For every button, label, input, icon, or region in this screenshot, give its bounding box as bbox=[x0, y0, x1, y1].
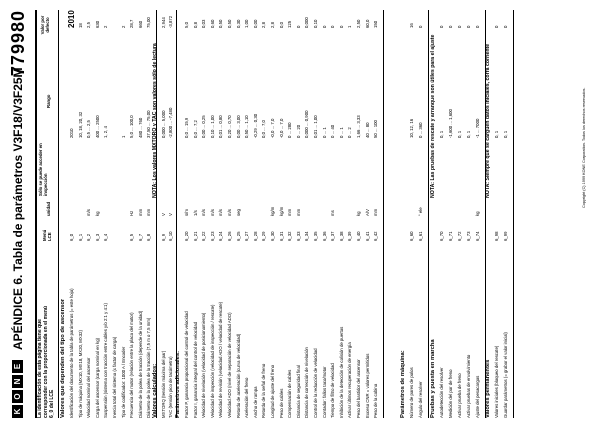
intro-note-2: corresponder con la proporcionada en el menú bbox=[43, 306, 49, 418]
param-code: 6_32 bbox=[287, 231, 293, 241]
param-label: Tipo de codificador: 1000 A / Encoder bbox=[120, 346, 126, 418]
param-unit: kg bbox=[475, 211, 480, 216]
param-label: Peso del bastidor del ascensor bbox=[356, 359, 361, 418]
param-default: 60,0 bbox=[364, 19, 370, 28]
param-default: 75,00 bbox=[146, 17, 152, 28]
param-label: Velocidad de nivelación (velocidad de posicionamiento) bbox=[201, 312, 207, 418]
page-header bbox=[9, 10, 35, 418]
param-range: -1 ... 7000 bbox=[475, 118, 480, 138]
param-label: Medición del par de freno bbox=[448, 369, 453, 418]
param-label: Ancho de rampa bbox=[252, 386, 258, 418]
param-unit: seg bbox=[235, 209, 241, 216]
param-code: 6_41 bbox=[364, 231, 370, 241]
param-default: 0 bbox=[457, 25, 462, 28]
param-label: Velocidad de inspección (velocidad de inspección / rescate) bbox=[209, 304, 215, 418]
param-default: 0,50 bbox=[218, 19, 224, 28]
param-range: 5,0 ... 100,0 bbox=[129, 115, 135, 138]
col-default: Valor por defecto bbox=[40, 15, 50, 35]
param-code: 6_1 bbox=[77, 233, 83, 241]
param-default: 2 bbox=[120, 25, 126, 28]
sec1-title: Valores que dependen del tipo de ascensor bbox=[60, 298, 66, 418]
param-default: 2010 bbox=[67, 10, 76, 28]
param-label: Retardo de la señal de freno bbox=[261, 363, 267, 418]
param-default: 0,60 bbox=[209, 19, 215, 28]
param-range: 0 ... 1 bbox=[321, 127, 327, 138]
param-label: Identificación del documento de la tabla de parámetros (= este hoja) bbox=[69, 288, 74, 418]
param-label: Peso de cables bbox=[278, 388, 284, 418]
param-default: 150 bbox=[373, 20, 379, 28]
param-range: 50 ... 100 bbox=[373, 120, 379, 138]
param-default: 0,03 bbox=[201, 19, 207, 28]
param-range: 400 ... 2500 bbox=[94, 115, 100, 138]
param-label: Carga del ascensor (carga nominal en kg) bbox=[94, 337, 100, 418]
param-default: 0,00 bbox=[252, 19, 258, 28]
sec2-note: NOTA: Los valores MXTORQ y TAC son valores sólo de lectura bbox=[152, 43, 158, 198]
param-unit: V bbox=[168, 213, 173, 216]
param-default: 0 bbox=[418, 25, 423, 28]
param-default: 2,50 bbox=[356, 19, 361, 28]
param-default: 0,0 bbox=[278, 22, 284, 28]
param-code: 6_71 bbox=[448, 231, 453, 241]
param-range: 1,66 ... 3,33 bbox=[356, 115, 361, 138]
param-range: 0,0 ... 7,2 bbox=[192, 120, 198, 138]
param-code: 6_40 bbox=[356, 231, 361, 241]
param-code: 6_31 bbox=[278, 231, 284, 241]
param-range: 0,0 ... 7,0 bbox=[261, 120, 267, 138]
param-range: 1, 2, 4 bbox=[103, 126, 109, 138]
param-range: 0,50 ... 1,10 bbox=[244, 115, 250, 138]
param-code: 6_3 bbox=[94, 233, 100, 241]
col-inspection-only: Sólo se puede acceder en inspección bbox=[38, 143, 48, 196]
param-code: 6_74 bbox=[475, 231, 480, 241]
param-label: Tipo de máquina (MX10, MX18, MX20, MX32) bbox=[77, 330, 83, 418]
param-code: 6_35 bbox=[313, 231, 318, 241]
param-label: MXTORQ (tensión máxima del par) bbox=[161, 350, 166, 418]
param-range: -0,0 ... 7,0 bbox=[270, 118, 275, 138]
param-unit: m/s bbox=[209, 209, 215, 216]
param-range: 0,10 ... 1,00 bbox=[209, 115, 215, 138]
param-code: 6_28 bbox=[252, 231, 258, 241]
param-label: Compensación de cables bbox=[287, 369, 293, 418]
param-label: Diámetro de la polea de tracción (depende de la unidad) bbox=[137, 310, 143, 418]
sec2-title: Valores calculados: bbox=[152, 363, 158, 418]
section-rule bbox=[428, 10, 429, 418]
param-default: 28,7 bbox=[129, 19, 135, 28]
param-code: 6_39 bbox=[347, 231, 353, 241]
param-unit: m/s bbox=[201, 209, 207, 216]
param-default: 0,50 bbox=[227, 19, 232, 28]
section-rule bbox=[383, 10, 384, 418]
param-range: -2,800 ... -7,480 bbox=[168, 107, 173, 138]
rule bbox=[58, 10, 59, 418]
param-default: 0 bbox=[466, 25, 471, 28]
param-code: 6_23 bbox=[209, 231, 215, 241]
param-range: 0 ... 2 bbox=[347, 127, 353, 138]
param-default: 1 bbox=[347, 25, 353, 28]
param-code: 6_60 bbox=[409, 231, 414, 241]
kone-logo: K O N E bbox=[12, 360, 23, 418]
param-range: -0,0 ... 7,0 bbox=[278, 118, 284, 138]
param-range: -0,29 ... 0,30 bbox=[252, 113, 258, 138]
param-default: 2 bbox=[103, 25, 109, 28]
param-range: 0, 1 bbox=[494, 130, 499, 138]
param-range: 0, 1 bbox=[457, 130, 462, 138]
sec5-note: NOTA: Las pruebas de rescate y arranque son útiles para el ajuste bbox=[430, 34, 436, 198]
param-label: Frecuencia del motor (relación entre la placa del motor) bbox=[129, 312, 135, 418]
param-range: -1,600 ... 1,600 bbox=[448, 109, 453, 138]
param-default: 0 bbox=[494, 25, 499, 28]
param-code: 6_42 bbox=[373, 231, 379, 241]
param-code: 6_36 bbox=[321, 231, 327, 241]
document-number: 779980 bbox=[8, 10, 28, 77]
param-range: 0,00 ... 0,25 bbox=[201, 115, 207, 138]
param-label: Inhibición de la detección de colisión de puertas bbox=[338, 326, 344, 418]
param-code: 6_70 bbox=[439, 231, 444, 241]
param-label: Inercia total del sistema (x factor de carga) bbox=[112, 336, 117, 418]
param-unit: Hz bbox=[129, 210, 135, 216]
param-label: Velocidad de revisión (velocidad ADO / velocidad de rescate) bbox=[218, 301, 224, 418]
param-default: 0 bbox=[448, 25, 453, 28]
param-default: 0 bbox=[321, 25, 327, 28]
param-label: Factor I, ganancia integral del control de velocidad bbox=[192, 321, 198, 418]
param-label: Retardo de aceleración (curva de velocidad) bbox=[235, 333, 241, 418]
param-label: Activar pruebas de envolvimiento bbox=[466, 354, 471, 418]
param-unit: m/s bbox=[227, 209, 232, 216]
param-code: 6_29 bbox=[261, 231, 267, 241]
param-unit: kg/m bbox=[270, 206, 275, 216]
param-range: 10, 18, 20, 32 bbox=[77, 111, 83, 138]
param-label: Peso de la cabina bbox=[373, 383, 379, 418]
param-label: Tiempo de filtro de velocidad bbox=[330, 363, 336, 418]
param-label: Factor P, ganancia proporcional del control de velocidad bbox=[184, 311, 189, 418]
param-range: 480 ... 760 bbox=[137, 117, 143, 138]
param-range: 0,000 ... 5,000 bbox=[161, 110, 166, 138]
param-label: Diámetro de la polea de la tracción (7,5 m o 7,5 mm) bbox=[146, 317, 152, 418]
param-code: 6_34 bbox=[304, 231, 310, 241]
param-code: 6_33 bbox=[295, 231, 301, 241]
param-code: 6_73 bbox=[466, 231, 471, 241]
section-rule bbox=[513, 10, 514, 418]
param-range: 0,000 ... 0,900 bbox=[304, 110, 310, 138]
param-code: 6_21 bbox=[192, 231, 198, 241]
param-label: Velocidad nominal del ascensor bbox=[86, 357, 92, 418]
param-label: Ajuste del pesacargas bbox=[475, 375, 480, 418]
param-default: 0 bbox=[338, 25, 344, 28]
param-range: 1 bbox=[120, 135, 126, 138]
param-default: 2,5 bbox=[86, 22, 92, 28]
param-unit: m/s bbox=[218, 209, 224, 216]
param-range: 0,5 ... 2,5 bbox=[86, 120, 92, 138]
param-code: 6_27 bbox=[244, 231, 250, 241]
param-default: 125 bbox=[287, 20, 293, 28]
param-unit: kg bbox=[94, 211, 100, 216]
param-label: Ángulo del resolver bbox=[418, 381, 423, 418]
param-range: 0, 1 bbox=[466, 130, 471, 138]
param-default: 2,8 bbox=[261, 22, 267, 28]
param-default: 630 bbox=[94, 20, 100, 28]
param-default: 660 bbox=[137, 20, 143, 28]
param-range: 0,00 ... 3,00 bbox=[235, 115, 241, 138]
param-unit: V bbox=[161, 213, 166, 216]
param-label: Activar últimos recuperación de energía bbox=[347, 342, 353, 418]
param-code: 6_30 bbox=[270, 231, 275, 241]
param-code: 6_20 bbox=[184, 231, 189, 241]
param-code: 6_26 bbox=[227, 231, 232, 241]
param-code: 6_22 bbox=[201, 231, 207, 241]
param-code: 6_8 bbox=[146, 233, 152, 241]
param-default: 2,8 bbox=[270, 22, 275, 28]
param-unit: s/m bbox=[184, 209, 189, 216]
param-default: 0,30 bbox=[235, 19, 241, 28]
param-unit: mm bbox=[146, 208, 152, 216]
param-unit: mm bbox=[287, 208, 293, 216]
param-unit: 1/s bbox=[192, 210, 198, 216]
param-range: 0,01 ... 1,00 bbox=[313, 115, 318, 138]
sec5-title: Pruebas y puesta en marcha bbox=[430, 339, 436, 418]
col-units: unidad bbox=[46, 201, 51, 216]
param-unit: mm bbox=[295, 208, 301, 216]
param-label: Aceleración del freno bbox=[244, 377, 250, 418]
param-code: 6_37 bbox=[330, 231, 336, 241]
param-label: Distancia de seguridad final bbox=[295, 365, 301, 418]
param-default: 0 bbox=[295, 25, 301, 28]
param-range: 0, 1 bbox=[503, 130, 508, 138]
param-unit: kg/m bbox=[278, 206, 284, 216]
param-unit: mm bbox=[373, 208, 379, 216]
param-code: 6_10 bbox=[168, 231, 173, 241]
param-label: Longitud de ajuste del freno bbox=[270, 364, 275, 418]
param-default: 0 bbox=[439, 25, 444, 28]
param-default: 5,0 bbox=[184, 22, 189, 28]
col-range: Rango bbox=[46, 94, 51, 108]
param-unit: A/V bbox=[364, 209, 370, 216]
intro-note-1: La identificación de esta página tiene que bbox=[37, 319, 43, 418]
param-default: 0 bbox=[330, 25, 336, 28]
param-default: 0 bbox=[503, 25, 508, 28]
intro-note-3: 6_0 del LCE bbox=[49, 389, 55, 418]
param-label: Exceso CNR = valores permitidos bbox=[364, 353, 370, 418]
param-range: 0,0 ... 15,9 bbox=[184, 117, 189, 138]
param-default: 0,8 bbox=[192, 22, 198, 28]
param-unit: ms bbox=[330, 210, 336, 216]
param-label: Suspensión (sistema con tracción entre cables y/o 2:1 y 4:1) bbox=[103, 303, 109, 418]
param-unit: kg bbox=[356, 211, 361, 216]
param-label: Control de la reducción de velocidad bbox=[313, 348, 318, 418]
param-label: Guardar parámetros (= grabar el valor inicial) bbox=[503, 332, 508, 418]
sec4-title: Parámetros de máquina: bbox=[400, 350, 406, 418]
sec6-note: NOTA: Siempre que se carguen datos iniciales, corra corriente bbox=[485, 43, 491, 198]
copyright-footer: Copyright (C) 1999 KONE Corporation. Todos los derechos reservados. bbox=[582, 87, 586, 208]
param-code: 6_5 bbox=[129, 233, 135, 241]
param-code: 6_61 bbox=[418, 231, 423, 241]
param-range: 0,01 ... 0,80 bbox=[218, 115, 224, 138]
param-code: 6_98 bbox=[494, 231, 499, 241]
param-label: Valores iniciales (bloqueo del rescate) bbox=[494, 345, 499, 418]
param-range: 0 ... 20 bbox=[295, 124, 301, 138]
sec6-title: Valores permanentes bbox=[485, 359, 491, 418]
param-range: 0 ... 280 bbox=[287, 122, 293, 138]
param-range: 10, 12, 16 bbox=[409, 118, 414, 138]
param-default: 1,00 bbox=[244, 19, 250, 28]
param-range: 0 ... 360 bbox=[418, 122, 423, 138]
param-default: -3,872 bbox=[168, 15, 173, 28]
param-range: 37,50 ... 75,00 bbox=[146, 110, 152, 138]
param-label: Número de pares de polos bbox=[409, 367, 414, 418]
param-label: Distancia de corrección de nivelación bbox=[304, 347, 310, 418]
param-code: 6_9 bbox=[161, 233, 166, 241]
param-code: 6_72 bbox=[457, 231, 462, 241]
param-code: 6_0 bbox=[69, 233, 74, 241]
param-label: TAC (tensión pico de tacómetro) bbox=[168, 356, 173, 418]
param-range: 2010 bbox=[69, 128, 74, 138]
param-code: 6_25 bbox=[235, 231, 241, 241]
param-code: 6_2 bbox=[86, 233, 92, 241]
param-code: 6_38 bbox=[338, 231, 344, 241]
param-unit: m/s bbox=[86, 209, 92, 216]
param-code: 6_7 bbox=[137, 233, 143, 241]
param-unit: ° ele bbox=[418, 207, 423, 216]
param-default: 16 bbox=[409, 23, 414, 28]
param-label: Activar prueba de freno bbox=[457, 373, 462, 418]
param-code: 6_99 bbox=[503, 231, 508, 241]
col-menu: Menú LCE bbox=[42, 229, 52, 241]
param-label: Contador: fallos taco/motor bbox=[321, 366, 327, 418]
param-default: 2,944 bbox=[161, 17, 166, 28]
param-range: 0 ... 40 bbox=[330, 124, 336, 138]
sec3-title: Parámetros adicionales: bbox=[175, 350, 181, 418]
param-range: 0, 1 bbox=[439, 130, 444, 138]
param-label: Autodetección del resolver bbox=[439, 367, 444, 418]
param-range: 0 ... 1 bbox=[338, 127, 344, 138]
param-unit: mm bbox=[137, 208, 143, 216]
param-code: 6_4 bbox=[103, 233, 109, 241]
param-code: 6_24 bbox=[218, 231, 224, 241]
param-range: 40 ... 80 bbox=[364, 122, 370, 138]
page-title: APÉNDICE 6. Tabla de parámetros V3F18/V3F25M bbox=[11, 67, 25, 350]
param-default: 0,10 bbox=[313, 19, 318, 28]
param-default: 0 bbox=[475, 25, 480, 28]
param-default: 18 bbox=[77, 23, 83, 28]
param-label: Velocidad ADO (nivel de separación de velocidad ADO) bbox=[227, 312, 232, 418]
param-range: 0,20 ... 0,70 bbox=[227, 115, 232, 138]
param-default: 0,000 bbox=[304, 17, 310, 28]
